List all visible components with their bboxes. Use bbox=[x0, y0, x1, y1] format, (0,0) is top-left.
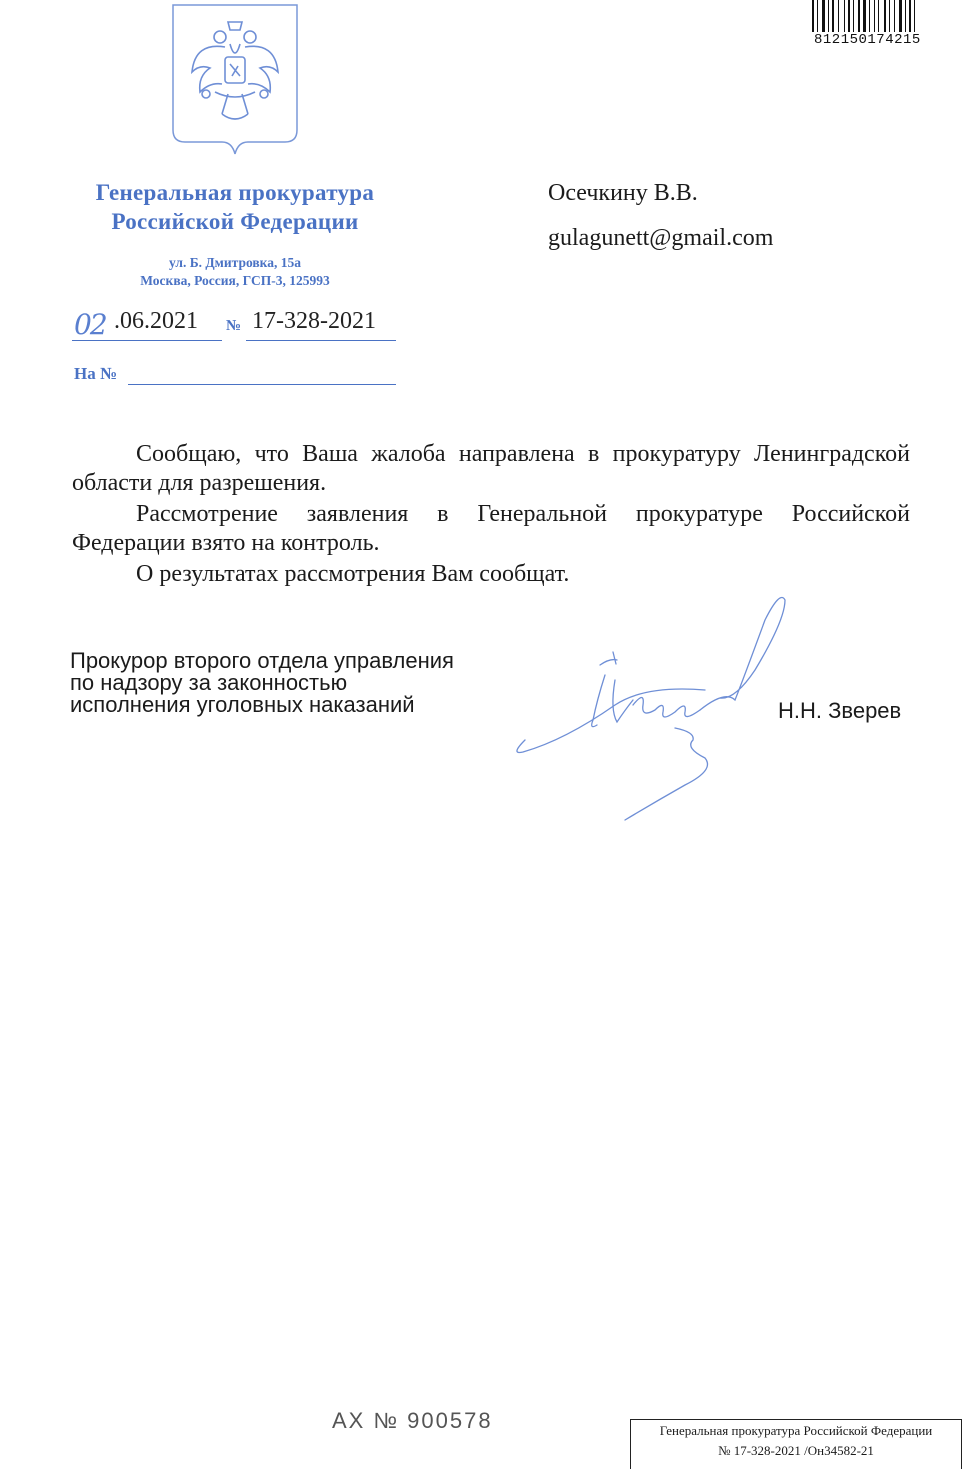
recipient-name: Осечкину В.В. bbox=[548, 180, 698, 206]
reference-number-line bbox=[128, 383, 396, 385]
signer-title-line-2: по надзору за законностью bbox=[70, 670, 348, 695]
recipient-email: gulagunett@gmail.com bbox=[548, 225, 774, 251]
address-line-2: Москва, Россия, ГСП-3, 125993 bbox=[140, 273, 330, 288]
signer-title-line-3: исполнения уголовных наказаний bbox=[70, 692, 415, 717]
stamp-line-1: Генеральная прокуратура Российской Федерации bbox=[659, 1423, 933, 1438]
body-paragraph-3: О результатах рассмотрения Вам сообщат. bbox=[136, 561, 570, 587]
reference-number-label: На № bbox=[74, 364, 118, 383]
organization-address bbox=[90, 254, 380, 290]
signer-name: Н.Н. Зверев bbox=[778, 698, 902, 723]
stamp-line-2: № 17-328-2021 /Он34582-21 bbox=[718, 1443, 874, 1458]
date-printed: .06.2021 bbox=[114, 308, 198, 334]
address-line-1: ул. Б. Дмитровка, 15а bbox=[168, 255, 301, 270]
body-paragraph-1: Сообщаю, что Ваша жалоба направлена в прокуратуру Ленинградской области для разрешения. bbox=[72, 441, 910, 496]
letter-body bbox=[72, 440, 910, 589]
form-serial-number: АХ № 900578 bbox=[332, 1408, 493, 1433]
number-sign-label: № bbox=[226, 318, 242, 334]
barcode-number: 812150174215 bbox=[812, 32, 964, 48]
signer-title bbox=[70, 650, 530, 716]
outgoing-number: 17-328-2021 bbox=[252, 308, 376, 334]
org-name-line-1: Генеральная прокуратура bbox=[95, 180, 375, 205]
date-field bbox=[72, 304, 222, 341]
org-name-line-2: Российской Федерации bbox=[111, 209, 359, 234]
signer-title-line-1: Прокурор второго отдела управления bbox=[70, 648, 454, 673]
handwritten-signature bbox=[505, 580, 795, 830]
emblem-icon bbox=[170, 2, 300, 157]
outgoing-number-field bbox=[246, 304, 396, 341]
date-day-handwritten: 02 bbox=[74, 308, 106, 341]
organization-name bbox=[60, 178, 410, 236]
body-paragraph-2: Рассмотрение заявления в Генеральной прокуратуре Российской Федерации взято на контроль. bbox=[72, 501, 910, 556]
